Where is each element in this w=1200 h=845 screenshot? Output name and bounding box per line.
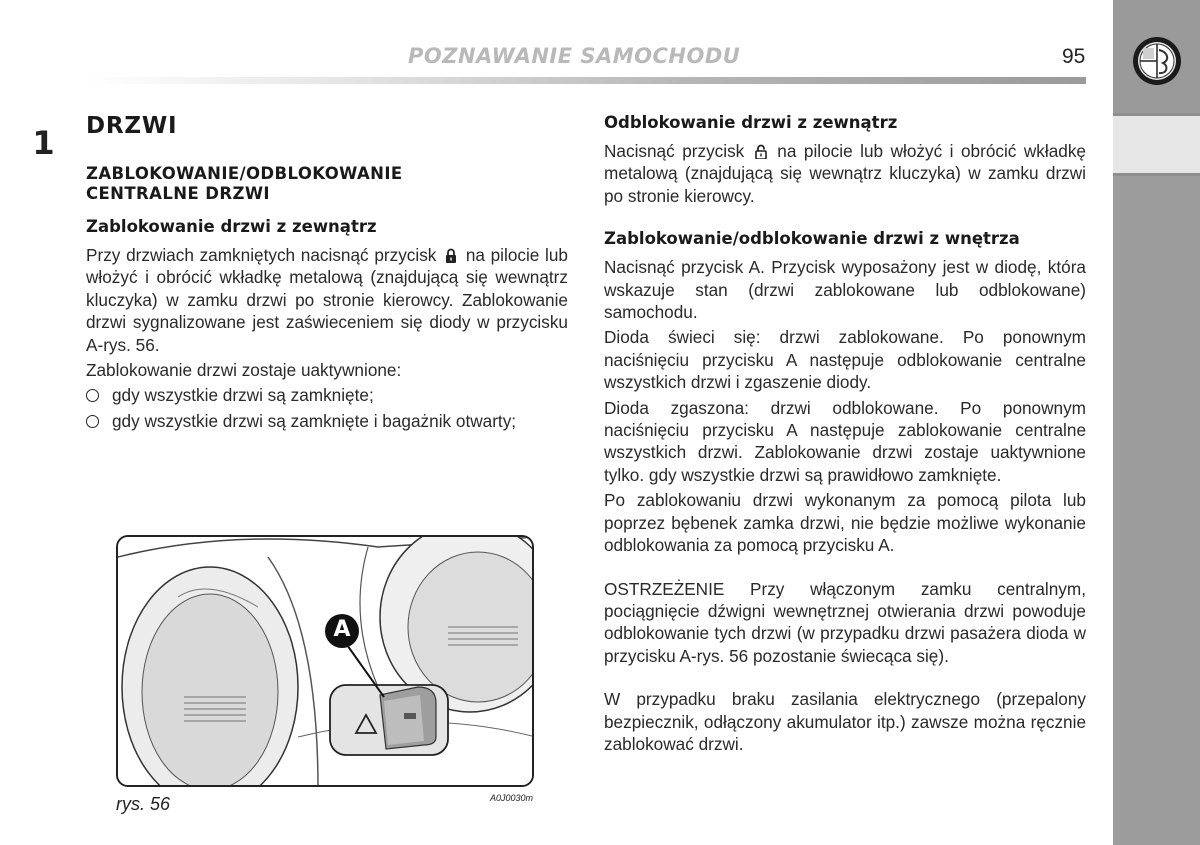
- lock-outside-paragraph: [86, 244, 568, 356]
- brand-logo-icon: [1132, 36, 1182, 86]
- subsection-heading: ZABLOKOWANIE/ODBLOKOWANIE CENTRALNE DRZWI: [86, 164, 403, 203]
- list-item-text: gdy wszystkie drzwi są zamknięte i bagażnik otwarty;: [112, 410, 517, 431]
- figure-callout-label: A: [333, 617, 351, 642]
- header-rule: [86, 77, 1086, 84]
- chapter-number: 1: [32, 124, 55, 162]
- unlock-outside-text-a: Nacisnąć przycisk: [604, 141, 745, 161]
- spacer: [604, 670, 1086, 688]
- padlock-open-icon: [755, 144, 767, 159]
- page-number: 95: [1062, 45, 1086, 68]
- section-heading: DRZWI: [86, 113, 178, 139]
- inside-lock-title: Zablokowanie/odblokowanie drzwi z wnętrza: [604, 229, 1020, 249]
- side-strip-lower: [1113, 176, 1200, 845]
- bullet-circle-icon: [86, 389, 99, 402]
- activation-intro: Zablokowanie drzwi zostaje uaktywnione:: [86, 360, 402, 381]
- bullet-circle-icon: [86, 415, 99, 428]
- figure-caption: rys. 56: [116, 794, 171, 814]
- inside-lock-paragraph: Po zablokowaniu drzwi wykonanym za pomocą pilota lub poprzez bębenek zamka drzwi, nie będzie możliwe wykonanie odblokowania za pomocą przycisku A.: [604, 490, 1086, 556]
- list-item-text: gdy wszystkie drzwi są zamknięte;: [112, 385, 374, 406]
- figure-code: A0J0030m: [490, 793, 534, 803]
- right-column: [604, 112, 1086, 758]
- list-item: [86, 410, 568, 432]
- unlock-outside-title: Odblokowanie drzwi z zewnątrz: [604, 113, 898, 132]
- left-column: [86, 112, 568, 435]
- inside-lock-paragraph: Dioda zgaszona: drzwi odblokowane. Po ponownym naciśnięciu przycisku A następuje zablokowanie centralne wszystkich drzwi. Zablokowanie drzwi zostaje uaktywnione tylko. gdy wszystkie drzwi są prawidłowo zamknięte.: [604, 397, 1086, 485]
- warning-paragraph: OSTRZEŻENIE Przy włączonym zamku centralnym, pociągnięcie dźwigni wewnętrznej otwierania drzwi powoduje odblokowanie tych drzwi (w przypadku drzwi pasażera dioda w przycisku A-rys. 56 pozostanie świecąca się).: [604, 578, 1086, 666]
- spacer: [604, 560, 1086, 578]
- dashboard-illustration: [118, 537, 534, 787]
- note-paragraph: W przypadku braku zasilania elektrycznego (przepalony bezpiecznik, odłączony akumulator itp.) zawsze można ręcznie zablokować drzwi.: [604, 689, 1086, 754]
- list-item: [86, 384, 568, 406]
- spacer: [604, 210, 1086, 228]
- lock-outside-title: Zablokowanie drzwi z zewnątrz: [86, 217, 377, 236]
- unlock-outside-paragraph: [604, 140, 1086, 207]
- padlock-closed-icon: [445, 248, 457, 263]
- inside-lock-paragraph: Dioda świeci się: drzwi zablokowane. Po ponownym naciśnięciu przycisku A następuje odblokowanie centralne wszystkich drzwi i zgaszenie diody.: [604, 327, 1086, 393]
- lock-outside-text-a: Przy drzwiach zamkniętych nacisnąć przycisk: [86, 245, 437, 265]
- lock-outside-text-b: na pilocie lub włożyć i obrócić wkładkę metalową (znajdującą się wewnątrz kluczyka) w zamku drzwi po stronie kierowcy. Zablokowanie drzwi sygnalizowane jest zaświeceniem się diody w przycisku A-rys. 56.: [86, 245, 568, 355]
- running-header-title: POZNAWANIE SAMOCHODU: [408, 44, 741, 68]
- inside-lock-paragraph: Nacisnąć przycisk A. Przycisk wyposażony jest w diodę, która wskazuje stan (drzwi zablokowane lub odblokowane) samochodu.: [604, 257, 1086, 323]
- chapter-tab: [1113, 116, 1200, 173]
- chapter-side-strip: [1113, 0, 1200, 845]
- dashboard-figure: [116, 535, 534, 787]
- unlock-outside-text-b: na pilocie lub włożyć i obrócić wkładkę metalową (znajdującą się wewnątrz kluczyka) w zamku drzwi po stronie kierowcy.: [604, 141, 1086, 206]
